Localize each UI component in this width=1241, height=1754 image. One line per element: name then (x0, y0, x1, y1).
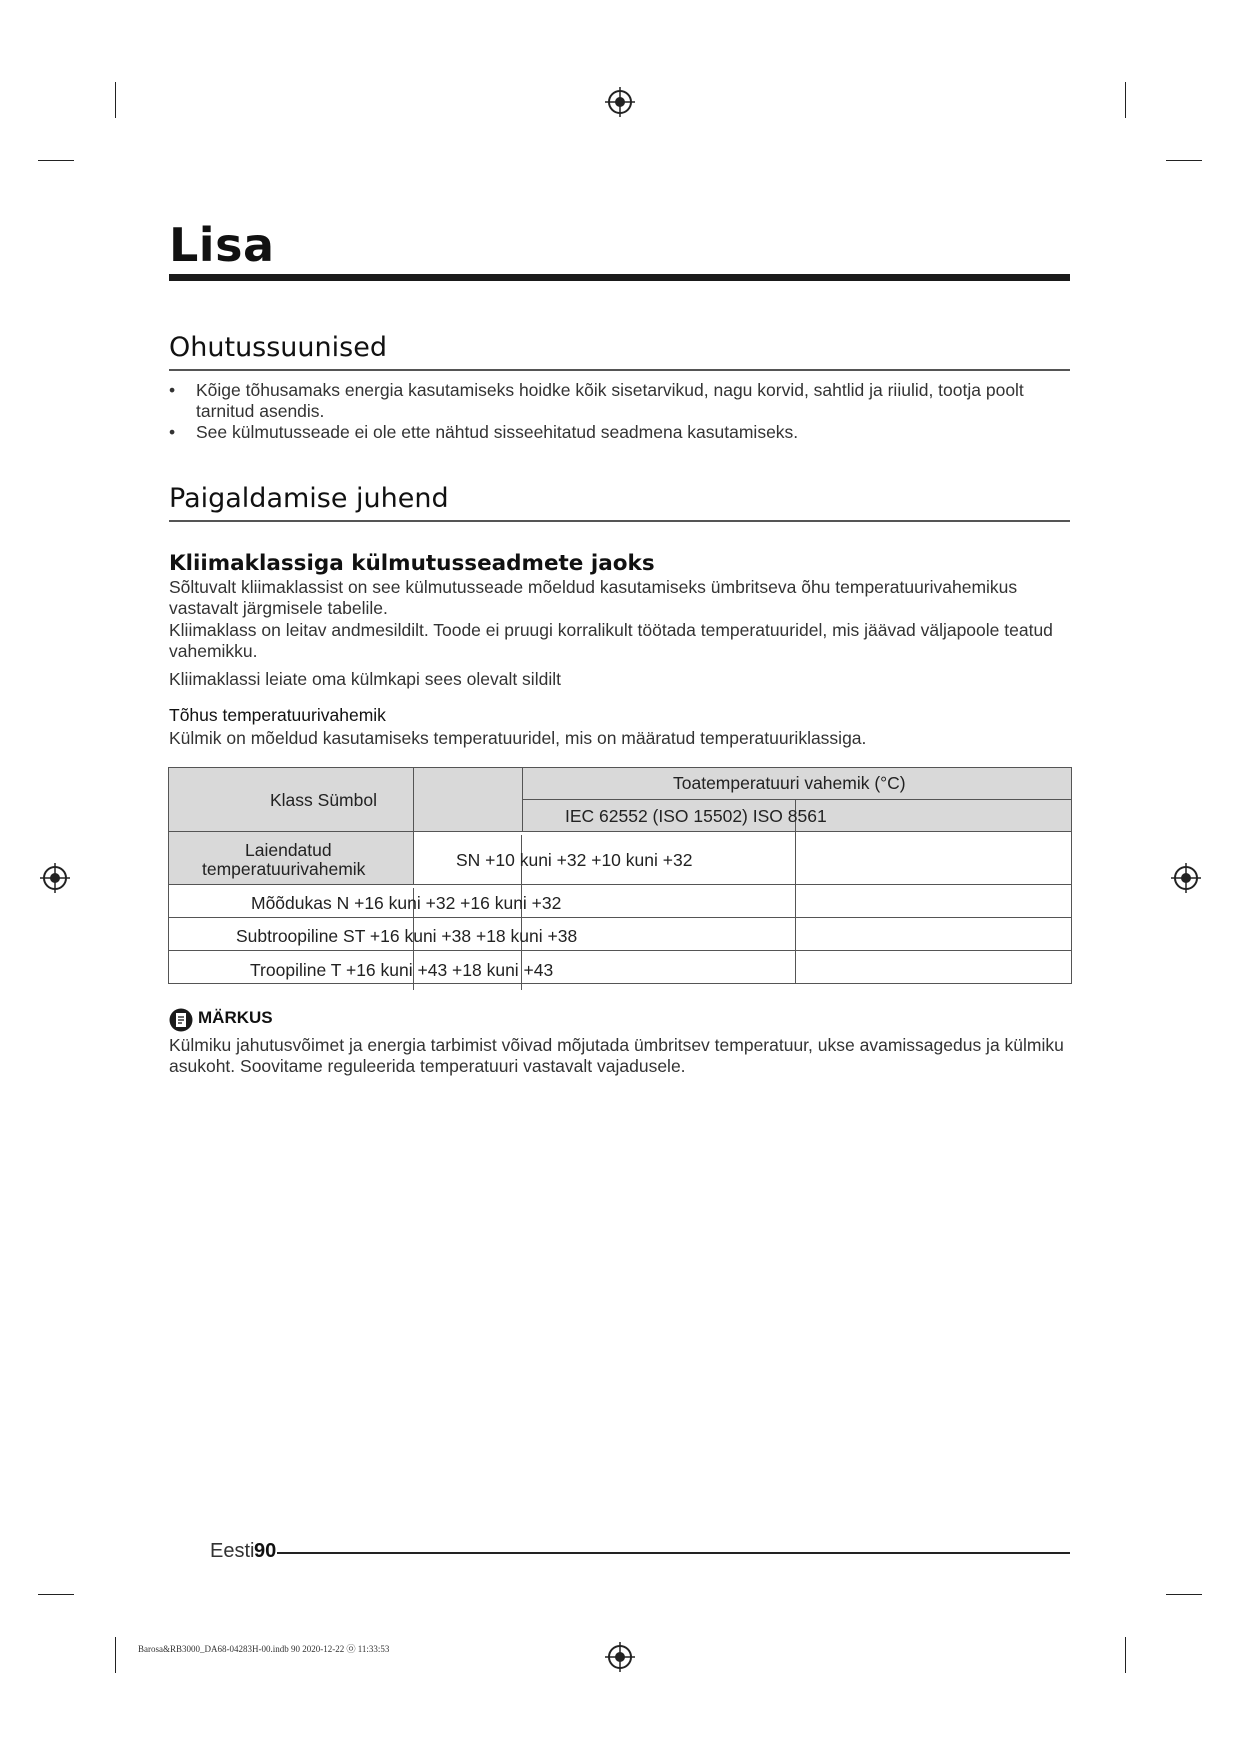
registration-mark-icon (39, 862, 71, 894)
crop-mark (1166, 160, 1202, 161)
registration-mark-icon (604, 86, 636, 118)
note-icon (169, 1008, 193, 1032)
print-imprint: Barosa&RB3000_DA68-04283H-00.indb 90 2020-12-22 ㉧ 11:33:53 (138, 1644, 390, 1654)
table-cell (796, 951, 1072, 984)
crop-mark (1125, 1637, 1126, 1673)
footer-page-number: 90 (254, 1540, 277, 1562)
safety-bullet-list (169, 380, 1069, 443)
efficiency-range-text: Külmik on mõeldud kasutamiseks temperatuuridel, mis on määratud temperatuuriklassiga. (169, 728, 867, 748)
table-cell-values: SN +10 kuni +32 +10 kuni +32 (456, 850, 693, 870)
crop-mark (38, 1594, 74, 1595)
section-rule (169, 369, 1070, 371)
table-header-temperature-range: Toatemperatuuri vahemik (°C) (673, 773, 906, 793)
section-heading-install: Paigaldamise juhend (169, 483, 449, 514)
paragraph: Kliimaklassi leiate oma külmkapi sees olevalt sildilt (169, 669, 561, 689)
crop-mark (115, 1637, 116, 1673)
table-cell-class-name: temperatuurivahemik (202, 859, 366, 879)
list-item: • Kõige tõhusamaks energia kasutamiseks hoidke kõik sisetarvikud, nagu korvid, sahtlid ja riiulid, tootja poolt tarnitud asendis. (169, 380, 1069, 422)
note-text: Külmiku jahutusvõimet ja energia tarbimist võivad mõjutada ümbritsev temperatuur, ukse avamissagedus ja külmiku asukoht. Soovitame reguleerida temperatuuri vastavalt vajadusele. (169, 1035, 1064, 1076)
list-item: • See külmutusseade ei ole ette nähtud sisseehitatud seadmena kasutamiseks. (169, 422, 1069, 443)
paragraph: Kliimaklass on leitav andmesildilt. Toode ei pruugi korralikult töötada temperatuuridel, mis jäävad väljapoole teatud vahemikku. (169, 620, 1053, 661)
footer-language: Eesti (210, 1540, 255, 1562)
registration-mark-icon (1170, 862, 1202, 894)
paragraph: Sõltuvalt kliimaklassist on see külmutusseade mõeldud kasutamiseks ümbritseva õhu temperatuurivahemikus vastavalt järgmisele tabelile. (169, 577, 1018, 618)
table-header-class-symbol: Klass Sümbol (270, 790, 377, 810)
crop-mark (115, 82, 116, 118)
title-rule (169, 274, 1070, 281)
table-header-standard: IEC 62552 (ISO 15502) ISO 8561 (565, 806, 827, 826)
crop-mark (38, 160, 74, 161)
table-cell-class-name: Laiendatud (245, 840, 332, 860)
crop-mark (1125, 82, 1126, 118)
table-row-text: Mõõdukas N +16 kuni +32 +16 kuni +32 (251, 893, 562, 913)
crop-mark (1166, 1594, 1202, 1595)
section-heading-safety: Ohutussuunised (169, 332, 387, 363)
subheading-climate-class: Kliimaklassiga külmutusseadmete jaoks (169, 551, 655, 576)
efficiency-range-title: Tõhus temperatuurivahemik (169, 705, 386, 725)
registration-mark-icon (604, 1641, 636, 1673)
section-rule (169, 520, 1070, 522)
table-cell (796, 918, 1072, 951)
table-header-cell (414, 768, 523, 832)
table-row-text: Subtroopiline ST +16 kuni +38 +18 kuni +38 (236, 926, 578, 946)
table-row-text: Troopiline T +16 kuni +43 +18 kuni +43 (250, 960, 554, 980)
page-title: Lisa (169, 218, 275, 272)
note-label: MÄRKUS (198, 1008, 273, 1027)
table-cell (796, 832, 1072, 885)
footer-rule (277, 1552, 1070, 1554)
table-cell (796, 885, 1072, 918)
